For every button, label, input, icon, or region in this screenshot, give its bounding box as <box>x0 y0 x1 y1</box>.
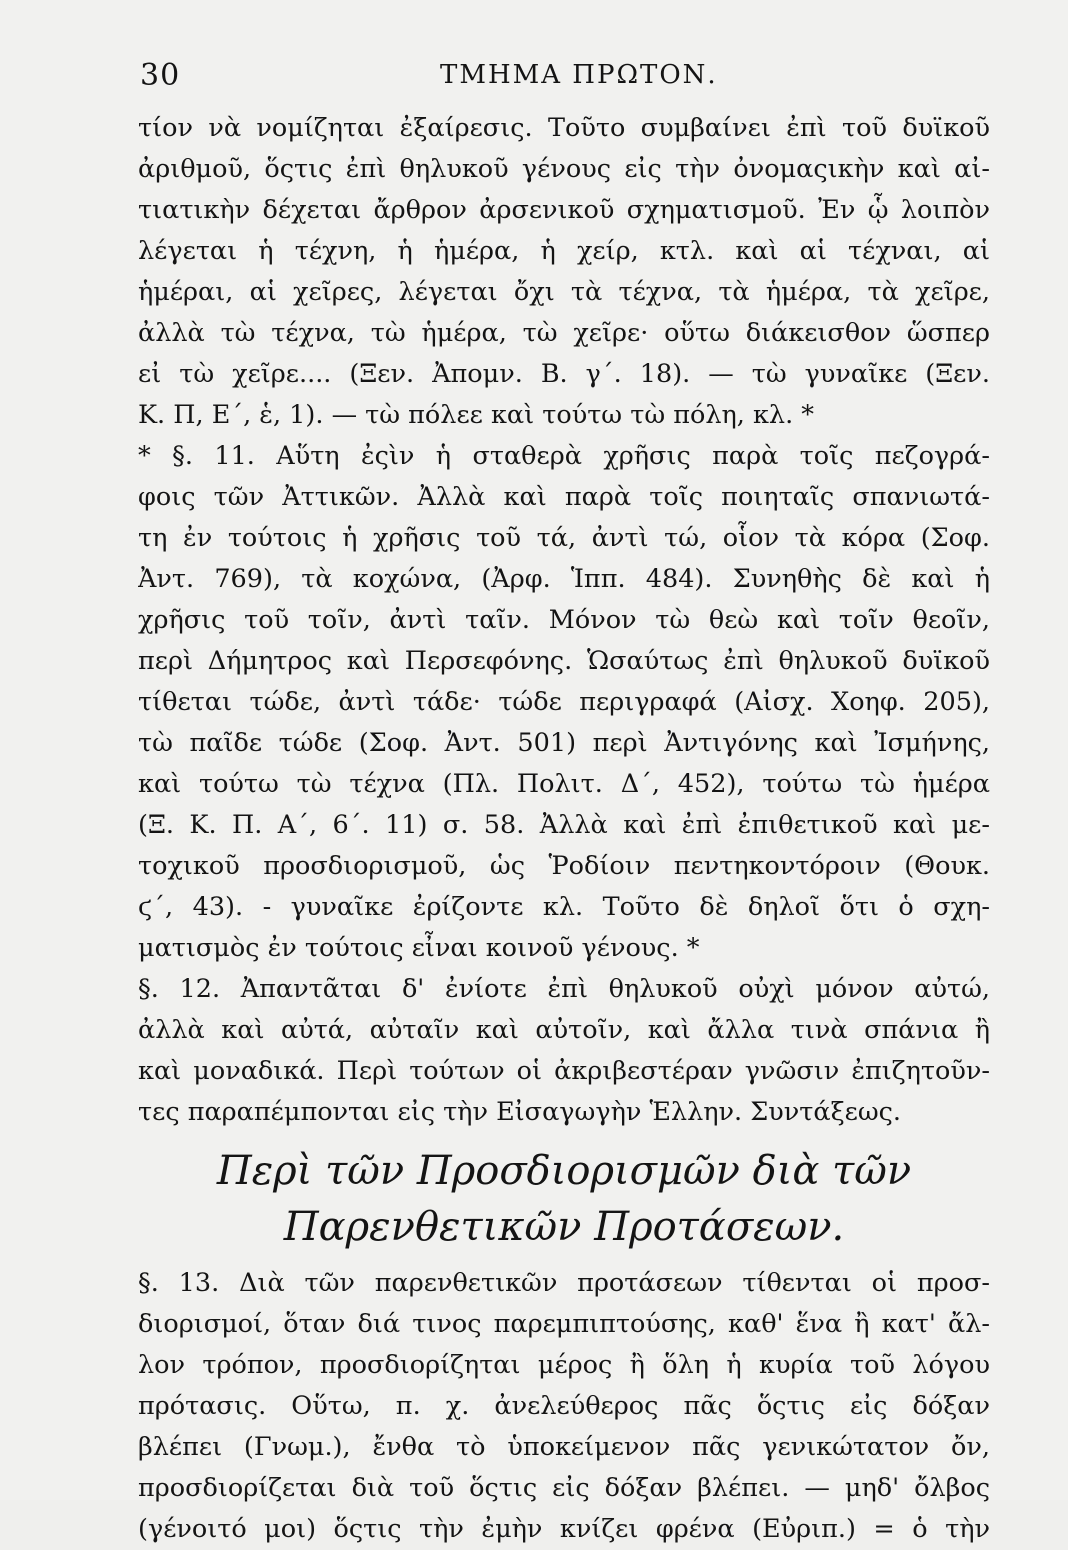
text-line: ἀλλὰ τὼ τέχνα, τὼ ἡμέρα, τὼ χεῖρε· οὕτω διάκεισθον ὥσπερ <box>138 318 990 348</box>
text-line: * §. 11. Αὕτη ἐςὶν ἡ σταθερὰ χρῆσις παρὰ τοῖς πεζογρά- <box>138 441 990 471</box>
text-line: καὶ μοναδικά. Περὶ τούτων οἱ ἀκριβεστέραν γνῶσιν ἐπιζητοῦν- <box>138 1056 990 1086</box>
text-line: (Ξ. Κ. Π. Α΄, 6΄. 11) σ. 58. Ἀλλὰ καὶ ἐπὶ ἐπιθετικοῦ καὶ με- <box>138 810 990 840</box>
text-line: βλέπει (Γνωμ.), ἔνθα τὸ ὑποκείμενον πᾶς γενικώτατον ὄν, <box>138 1432 990 1462</box>
text-line: διορισμοί, ὅταν διά τινος παρεμπιπτούσης, καθ' ἕνα ἢ κατ' ἄλ- <box>138 1309 990 1339</box>
page-header <box>140 58 988 98</box>
text-line: λον τρόπον, προσδιορίζηται μέρος ἢ ὅλη ἡ κυρία τοῦ λόγου <box>138 1350 990 1380</box>
text-line: Κ. Π, Ε΄, ἑ, 1). — τὼ πόλεε καὶ τούτω τὼ πόλη, κλ. * <box>138 400 815 430</box>
text-line: εἰ τὼ χεῖρε.... (Ξεν. Ἀπομν. Β. γ΄. 18). — τὼ γυναῖκε (Ξεν. <box>138 359 990 389</box>
text-line: τὼ παῖδε τώδε (Σοφ. Ἀντ. 501) περὶ Ἀντιγόνης καὶ Ἰσμήνης, <box>138 728 990 758</box>
text-line: φοις τῶν Ἀττικῶν. Ἀλλὰ καὶ παρὰ τοῖς ποιηταῖς σπανιωτά- <box>138 482 990 512</box>
text-line: ἀριθμοῦ, ὅςτις ἐπὶ θηλυκοῦ γένους εἰς τὴν ὀνομαςικὴν καὶ αἰ- <box>138 154 990 184</box>
text-line: χρῆσις τοῦ τοῖν, ἀντὶ ταῖν. Μόνον τὼ θεὼ καὶ τοῖν θεοῖν, <box>138 605 990 635</box>
body-text <box>138 108 990 1550</box>
text-line: Ἀντ. 769), τὰ κοχώνα, (Ἀρφ. Ἱππ. 484). Συνηθὴς δὲ καὶ ἡ <box>138 564 990 594</box>
text-line: ϛ΄, 43). - γυναῖκε ἐρίζοντε κλ. Τοῦτο δὲ δηλοῖ ὅτι ὁ σχη- <box>138 892 990 922</box>
text-line: §. 12. Ἀπαντᾶται δ' ἐνίοτε ἐπὶ θηλυκοῦ οὐχὶ μόνον αὐτώ, <box>138 974 990 1004</box>
section-heading-line: Περὶ τῶν Προσδιορισμῶν διὰ τῶν <box>216 1148 912 1194</box>
text-line: §. 13. Διὰ τῶν παρενθετικῶν προτάσεων τίθενται οἱ προσ- <box>138 1268 990 1298</box>
text-line: καὶ τούτω τὼ τέχνα (Πλ. Πολιτ. Δ΄, 452), τούτω τὼ ἡμέρα <box>138 769 990 799</box>
text-line: περὶ Δήμητρος καὶ Περσεφόνης. Ὡσαύτως ἐπὶ θηλυκοῦ δυϊκοῦ <box>138 646 990 676</box>
text-line: (γένοιτό μοι) ὅςτις τὴν ἐμὴν κνίζει φρένα (Εὐριπ.) = ὁ τὴν <box>138 1514 990 1544</box>
text-line: τιατικὴν δέχεται ἄρθρον ἀρσενικοῦ σχηματισμοῦ. Ἐν ᾧ λοιπὸν <box>138 195 990 225</box>
text-line: τίον νὰ νομίζηται ἐξαίρεσις. Τοῦτο συμβαίνει ἐπὶ τοῦ δυϊκοῦ <box>138 113 990 143</box>
text-line: τίθεται τώδε, ἀντὶ τάδε· τώδε περιγραφά (Αἰσχ. Χοηφ. 205), <box>138 687 990 717</box>
text-line: τοχικοῦ προσδιορισμοῦ, ὡς Ῥοδίοιν πεντηκοντόροιν (Θουκ. <box>138 851 990 881</box>
running-head: ΤΜΗΜΑ ΠΡΩΤΟΝ. <box>440 60 718 90</box>
text-line: προσδιορίζεται διὰ τοῦ ὅςτις εἰς δόξαν βλέπει. — μηδ' ὄλβος <box>138 1473 990 1503</box>
text-line: τη ἐν τούτοις ἡ χρῆσις τοῦ τά, ἀντὶ τώ, οἷον τὰ κόρα (Σοφ. <box>138 523 990 553</box>
text-line: λέγεται ἡ τέχνη, ἡ ἡμέρα, ἡ χείρ, κτλ. καὶ αἱ τέχναι, αἱ <box>138 236 990 266</box>
page-number: 30 <box>140 58 181 93</box>
section-heading-line: Παρενθετικῶν Προτάσεων. <box>283 1204 845 1250</box>
text-line: πρότασις. Οὕτω, π. χ. ἀνελεύθερος πᾶς ὅςτις εἰς δόξαν <box>138 1391 990 1421</box>
text-line: ματισμὸς ἐν τούτοις εἶναι κοινοῦ γένους. * <box>138 933 700 963</box>
text-line: ἀλλὰ καὶ αὐτά, αὐταῖν καὶ αὐτοῖν, καὶ ἄλλα τινὰ σπάνια ἢ <box>138 1015 990 1045</box>
text-line: ἡμέραι, αἱ χεῖρες, λέγεται ὄχι τὰ τέχνα, τὰ ἡμέρα, τὰ χεῖρε, <box>138 277 990 307</box>
text-line: τες παραπέμπονται εἰς τὴν Εἰσαγωγὴν Ἑλλην. Συντάξεως. <box>138 1097 902 1127</box>
